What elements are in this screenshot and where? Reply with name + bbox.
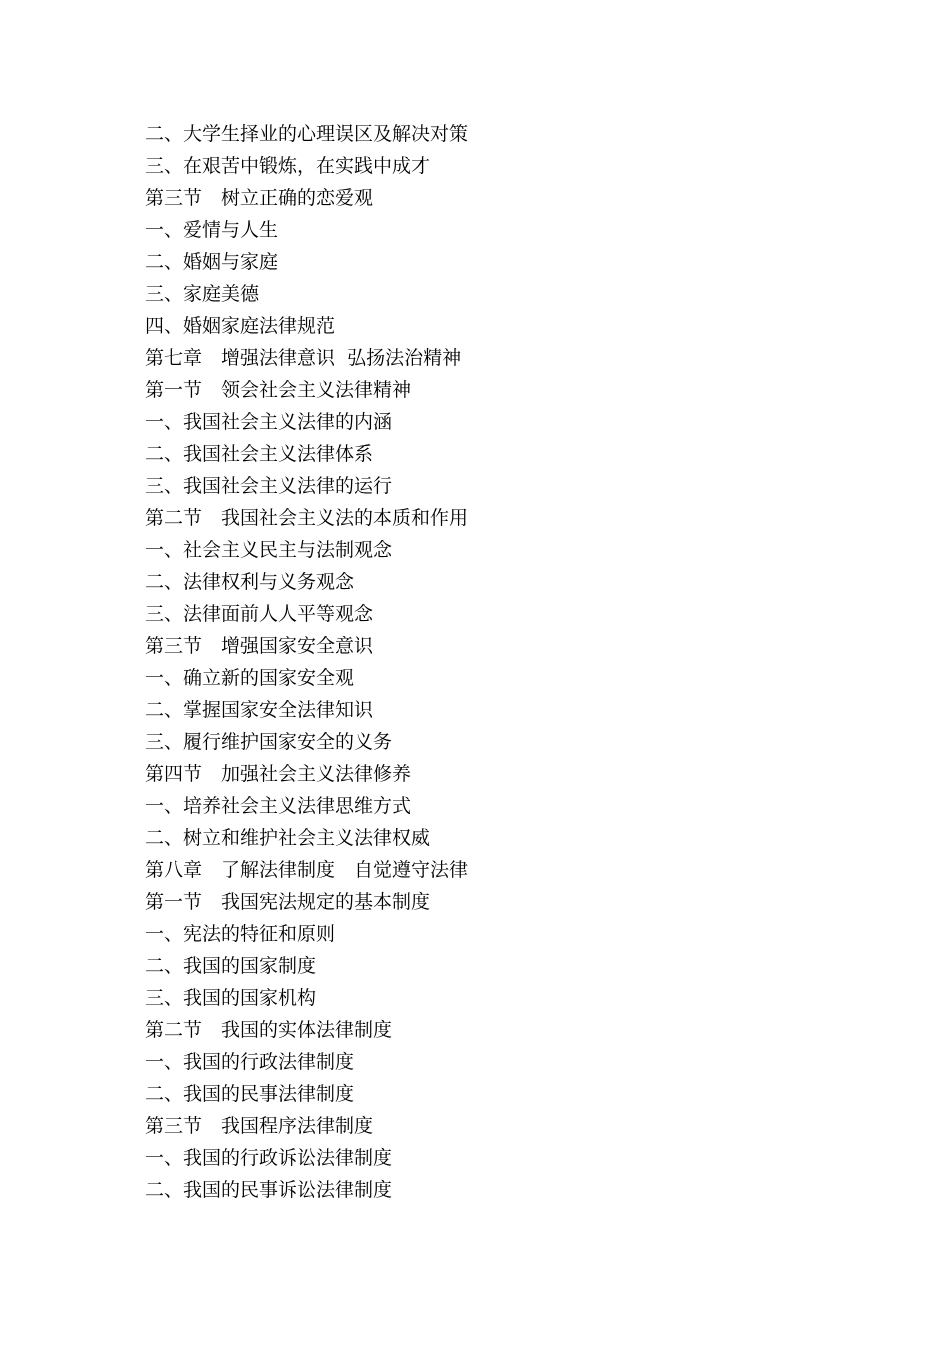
toc-line: 二、大学生择业的心理误区及解决对策 xyxy=(145,123,469,145)
toc-line: 二、我国的民事诉讼法律制度 xyxy=(145,1179,393,1201)
toc-section-heading: 第二节 我国社会主义法的本质和作用 xyxy=(145,507,469,529)
toc-line: 二、我国的民事法律制度 xyxy=(145,1083,355,1105)
toc-line: 四、婚姻家庭法律规范 xyxy=(145,315,336,337)
toc-section-heading: 第三节 树立正确的恋爱观 xyxy=(145,187,374,209)
toc-line: 一、我国的行政法律制度 xyxy=(145,1051,355,1073)
toc-line: 三、家庭美德 xyxy=(145,283,260,305)
toc-line: 一、培养社会主义法律思维方式 xyxy=(145,795,412,817)
toc-line: 三、我国的国家机构 xyxy=(145,987,317,1009)
toc-section-heading: 第一节 我国宪法规定的基本制度 xyxy=(145,891,431,913)
table-of-contents xyxy=(145,118,468,1206)
toc-line: 三、在艰苦中锻炼，在实践中成才 xyxy=(145,155,431,177)
toc-section-heading: 第三节 增强国家安全意识 xyxy=(145,635,374,657)
toc-section-heading: 第三节 我国程序法律制度 xyxy=(145,1115,374,1137)
toc-section-heading: 第二节 我国的实体法律制度 xyxy=(145,1019,393,1041)
toc-line: 一、宪法的特征和原则 xyxy=(145,923,336,945)
toc-line: 二、我国的国家制度 xyxy=(145,955,317,977)
toc-line: 二、树立和维护社会主义法律权威 xyxy=(145,827,431,849)
toc-line: 三、我国社会主义法律的运行 xyxy=(145,475,393,497)
toc-line: 一、社会主义民主与法制观念 xyxy=(145,539,393,561)
toc-section-heading: 第四节 加强社会主义法律修养 xyxy=(145,763,412,785)
toc-chapter-heading: 第七章 增强法律意识 弘扬法治精神 xyxy=(145,347,462,369)
toc-line: 三、法律面前人人平等观念 xyxy=(145,603,374,625)
toc-line: 一、我国的行政诉讼法律制度 xyxy=(145,1147,393,1169)
toc-line: 二、我国社会主义法律体系 xyxy=(145,443,374,465)
toc-line: 一、我国社会主义法律的内涵 xyxy=(145,411,393,433)
toc-chapter-heading: 第八章 了解法律制度 自觉遵守法律 xyxy=(145,859,469,881)
toc-line: 一、爱情与人生 xyxy=(145,219,279,241)
toc-line: 二、掌握国家安全法律知识 xyxy=(145,699,374,721)
toc-line: 一、确立新的国家安全观 xyxy=(145,667,355,689)
toc-line: 二、法律权利与义务观念 xyxy=(145,571,355,593)
toc-line: 二、婚姻与家庭 xyxy=(145,251,279,273)
toc-line: 三、履行维护国家安全的义务 xyxy=(145,731,393,753)
toc-section-heading: 第一节 领会社会主义法律精神 xyxy=(145,379,412,401)
